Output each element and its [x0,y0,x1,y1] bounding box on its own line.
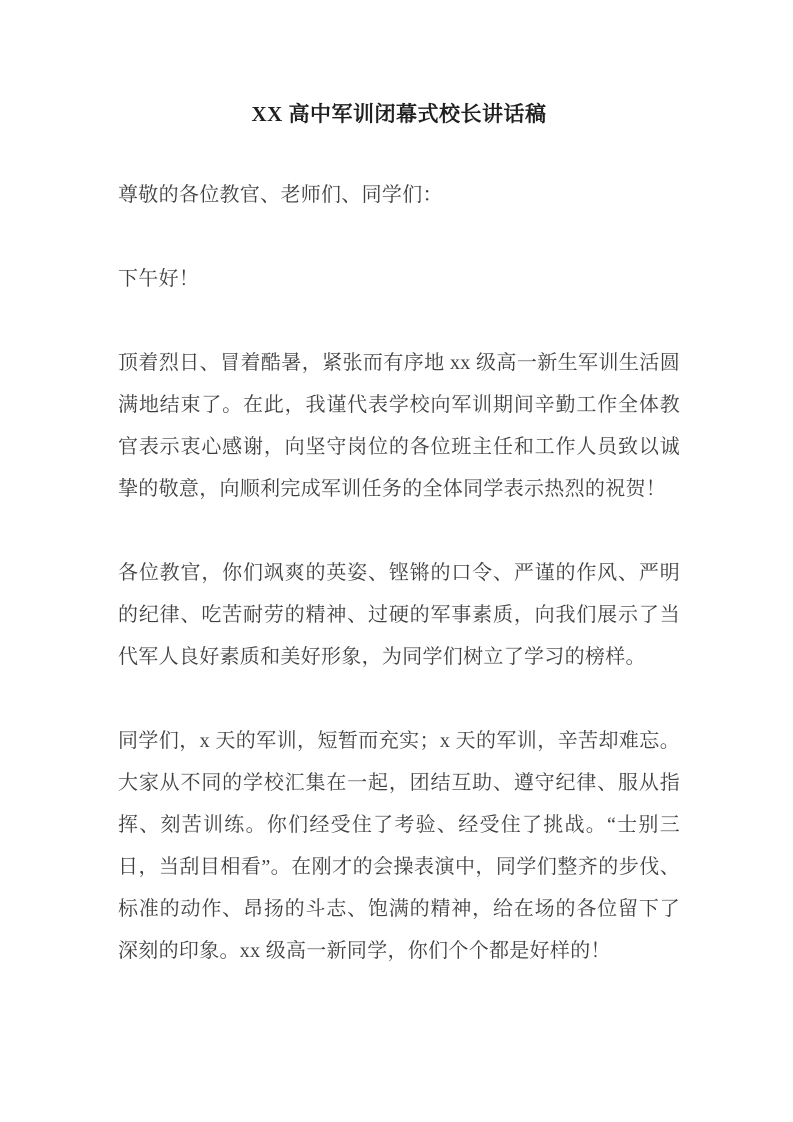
paragraph-thanks: 顶着烈日、冒着酷暑，紧张而有序地 xx 级高一新生军训生活圆满地结束了。在此，我谨代表学校向军训期间辛勤工作全体教官表示衷心感谢，向坚守岗位的各位班主任和工作人员致以诚挚的敬意，向顺利完成军训任务的全体同学表示热烈的祝贺！ [118,352,680,500]
paragraph-praise-students: 同学们，x 天的军训，短暂而充实；x 天的军训，辛苦却难忘。大家从不同的学校汇集在一起，团结互助、遵守纪律、服从指挥、刻苦训练。你们经受住了考验、经受住了挑战。“士别三日，当刮目相看”。在刚才的会操表演中，同学们整齐的步伐、标准的动作、昂扬的斗志、饱满的精神，给在场的各位留下了深刻的印象。xx 级高一新同学，你们个个都是好样的！ [118,730,680,962]
paragraph-salutation: 尊敬的各位教官、老师们、同学们： [118,184,443,206]
document-title: XX 高中军训闭幕式校长讲话稿 [251,102,547,126]
paragraph-praise-instructors: 各位教官，你们飒爽的英姿、铿锵的口令、严谨的作风、严明的纪律、吃苦耐劳的精神、过硬的军事素质，向我们展示了当代军人良好素质和美好形象，为同学们树立了学习的榜样。 [118,562,680,668]
paragraph-greeting: 下午好！ [118,268,200,290]
